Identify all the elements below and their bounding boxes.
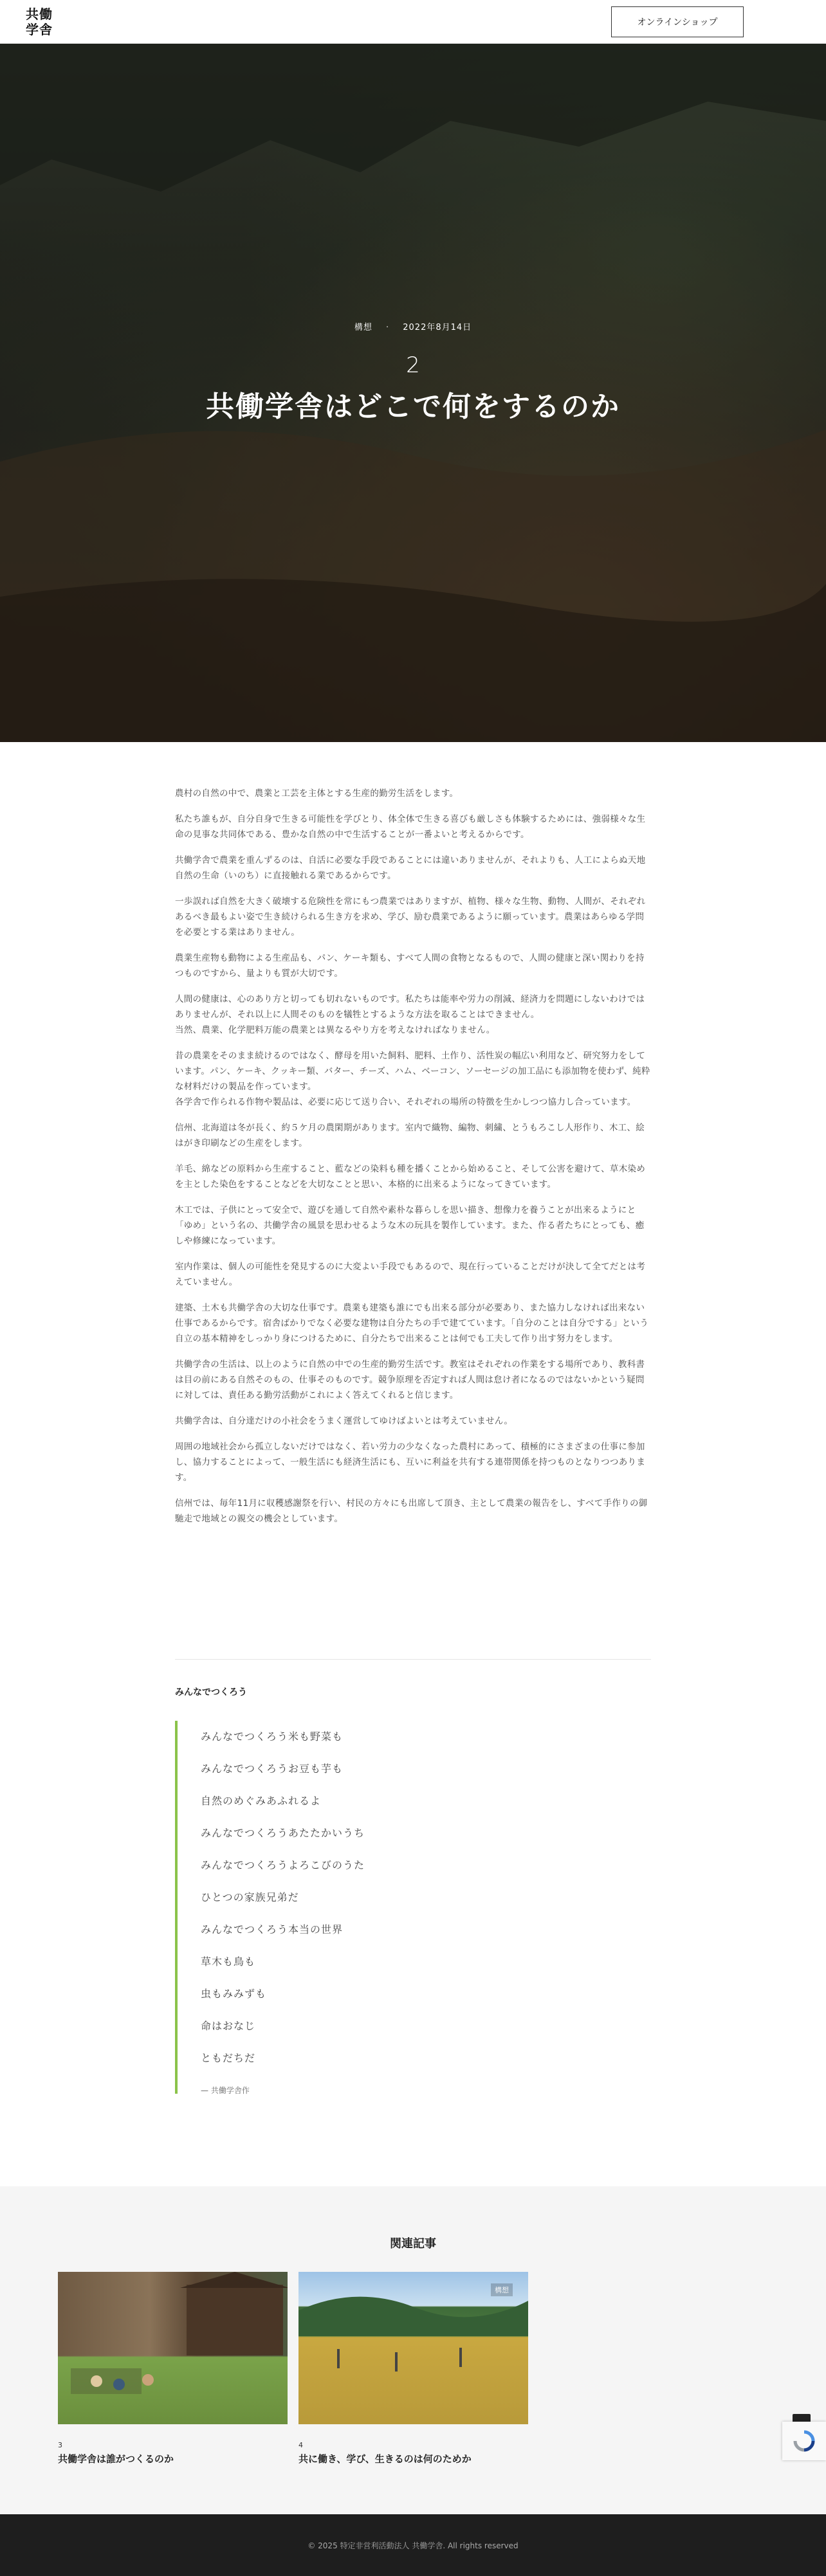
poem-line: 草木も鳥も xyxy=(201,1955,256,1968)
site-logo[interactable] xyxy=(26,6,57,37)
article-paragraph: 羊毛、綿などの原料から生産すること、藍などの染料も種を播くことから始めること、そして公害を避けて、草木染めを主とした染色をすることなどを大切なことと思い、本格的に出来るようになってきています。 xyxy=(175,1164,646,1190)
article-paragraph: 農業生産物も動物による生産品も、パン、ケーキ類も、すべて人間の食物となるもので、人間の健康と深い関わりを持つものですから、量よりも質が大切です。 xyxy=(175,953,645,979)
article-paragraph: 農村の自然の中で、農業と工芸を主体とする生産的勤労生活をします。 xyxy=(175,788,459,799)
poem-blockquote xyxy=(175,1721,651,2094)
poem-line: 虫もみみずも xyxy=(201,1988,267,2000)
poem-line: ともだちだ xyxy=(201,2052,256,2064)
copyright-text: © 2025 特定非営利活動法人 共働学舎. All rights reserved xyxy=(307,2541,519,2550)
post-meta xyxy=(0,320,826,332)
related-card-tag[interactable]: 構想 xyxy=(491,2283,513,2296)
poem-line: 自然のめぐみあふれるよ xyxy=(201,1795,322,1807)
poem-line: みんなでつくろう本当の世界 xyxy=(201,1923,344,1936)
online-shop-button[interactable]: オンラインショップ xyxy=(611,6,744,37)
poem-line: みんなでつくろうよろこびのうた xyxy=(201,1859,365,1871)
article-paragraph: 周囲の地域社会から孤立しないだけではなく、若い労力の少なくなった農村にあって、積極的にさまざまの仕事に参加し、協力することによって、一般生活にも経済生活にも、互いに利益を共有する連帯関係を持つものとなりつつあります。 xyxy=(175,1442,646,1483)
poem-title: みんなでつくろう xyxy=(175,1687,247,1698)
recaptcha-badge[interactable] xyxy=(782,2422,826,2460)
logo-line-2: 学舎 xyxy=(26,21,53,37)
section-divider xyxy=(175,1659,651,1660)
article-paragraph: 建築、土木も共働学舎の大切な仕事です。農業も建築も誰にでも出来る部分が必要あり、また協力しなければ出来ない仕事であるからです。宿舎ばかりでなく必要な建物は自分たちの手で建てています。「自分のことは自分でする」という自立の基本精神をしっかり身につけるために、自分たちで出来ることは何でも工夫して作り出す努力をします。 xyxy=(175,1303,649,1344)
article-paragraph: 昔の農業をそのまま続けるのではなく、酵母を用いた飼料、肥料、土作り、活性炭の幅広い利用など、研究努力をしています。パン、ケーキ、クッキー類、バター、チーズ、ハム、ベーコン、ソーセージの加工品にも添加物を使わず、純粋な材料だけの製品を作っています。 各学舎で作られる作物や製品は、必要に応じて送り合い、それぞれの場所の特徴を生かしつつ協力し合っています。 xyxy=(175,1051,650,1107)
article-body xyxy=(175,786,651,1537)
poem-line: みんなでつくろうあたたかいうち xyxy=(201,1827,365,1839)
poem-line: みんなでつくろうお豆も芋も xyxy=(201,1763,344,1775)
recaptcha-icon xyxy=(793,2430,815,2452)
post-number: 2 xyxy=(406,352,420,378)
related-card-title[interactable]: 共働学舎は誰がつくるのか xyxy=(58,2453,174,2465)
meta-separator: · xyxy=(385,323,390,332)
logo-line-1: 共働 xyxy=(26,6,53,22)
poem-line: ひとつの家族兄弟だ xyxy=(201,1891,299,1903)
poem-author: — 共働学舎作 xyxy=(201,2086,250,2095)
related-card-number: 3 xyxy=(58,2441,62,2449)
related-card-number: 4 xyxy=(298,2441,303,2449)
related-card-image[interactable] xyxy=(298,2272,528,2424)
related-card-title[interactable]: 共に働き、学び、生きるのは何のためか xyxy=(298,2453,472,2465)
site-header xyxy=(0,0,826,44)
article-paragraph: 共働学舎で農業を重んずるのは、自活に必要な手段であることには違いありませんが、それよりも、人工によらぬ天地自然の生命（いのち）に直接触れる業であるからです。 xyxy=(175,855,646,881)
related-card[interactable] xyxy=(298,2272,528,2465)
related-articles xyxy=(0,2186,826,2514)
article-paragraph: 一歩誤れば自然を大きく破壊する危険性を常にもつ農業ではありますが、植物、様々な生物、動物、人間が、それぞれあるべき最もよい姿で生き続けられる生き方を求め、学び、励む農業であるように願っています。農業はあらゆる学問を必要とする業はありません。 xyxy=(175,896,646,938)
poem-line: 命はおなじ xyxy=(201,2020,256,2032)
poem-line: みんなでつくろう米も野菜も xyxy=(201,1730,344,1743)
site-footer xyxy=(0,2514,826,2576)
article-paragraph: 共働学舎は、自分達だけの小社会をうまく運営してゆけばよいとは考えていません。 xyxy=(175,1416,513,1426)
article-paragraph: 共働学舎の生活は、以上のように自然の中での生産的勤労生活です。教室はそれぞれの作業をする場所であり、教科書は目の前にある自然そのもの、仕事そのものです。競争原理を否定すれば人間は怠け者になるのではないかという疑問に対しては、責任ある勤労活動がこれによく答えてくれると信じます。 xyxy=(175,1359,645,1401)
article-paragraph: 信州、北海道は冬が長く、約５ケ月の農閑期があります。室内で織物、編物、刺繍、とうもろこし人形作り、木工、絵はがき印刷などの生産をします。 xyxy=(175,1123,645,1148)
article-paragraph: 室内作業は、個人の可能性を発見するのに大変よい手段でもあるので、現在行っていることだけが決して全てだとは考えていません。 xyxy=(175,1262,646,1287)
post-title: 共働学舎はどこで何をするのか xyxy=(206,390,620,423)
article-paragraph: 人間の健康は、心のあり方と切っても切れないものです。私たちは能率や労力の削減、経済力を問題にしないわけではありませんが、それ以上に人間そのものを犠牲とするような方法を取ることはできません。 当然、農業、化学肥料万能の農業とは異なるやり方を考えなければなりません。 xyxy=(175,994,645,1035)
related-title: 関連記事 xyxy=(390,2237,436,2251)
post-category[interactable]: 構想 xyxy=(354,323,372,332)
article-paragraph: 信州では、毎年11月に収穫感謝祭を行い、村民の方々にも出席して頂き、主として農業の報告をし、すべて手作りの御馳走で地域との親交の機会としています。 xyxy=(175,1498,648,1524)
post-date: 2022年8月14日 xyxy=(403,323,472,332)
hero-banner xyxy=(0,44,826,742)
related-card[interactable] xyxy=(58,2272,288,2465)
related-card-image[interactable] xyxy=(58,2272,288,2424)
farmhouse-photo xyxy=(58,2272,288,2424)
article-paragraph: 私たち誰もが、自分自身で生きる可能性を学びとり、体全体で生きる喜びも厳しさも体験するためには、強弱様々な生命の見事な共同体である、豊かな自然の中で生活することが一番よいと考えるからです。 xyxy=(175,814,646,840)
article-paragraph: 木工では、子供にとって安全で、遊びを通して自然や素朴な暮らしを思い描き、想像力を養うことが出来るようにと「ゆめ」という名の、共働学舎の風景を思わせるような木の玩具を製作しています。また、作る者たちにとっても、癒しや修練になっています。 xyxy=(175,1205,645,1246)
